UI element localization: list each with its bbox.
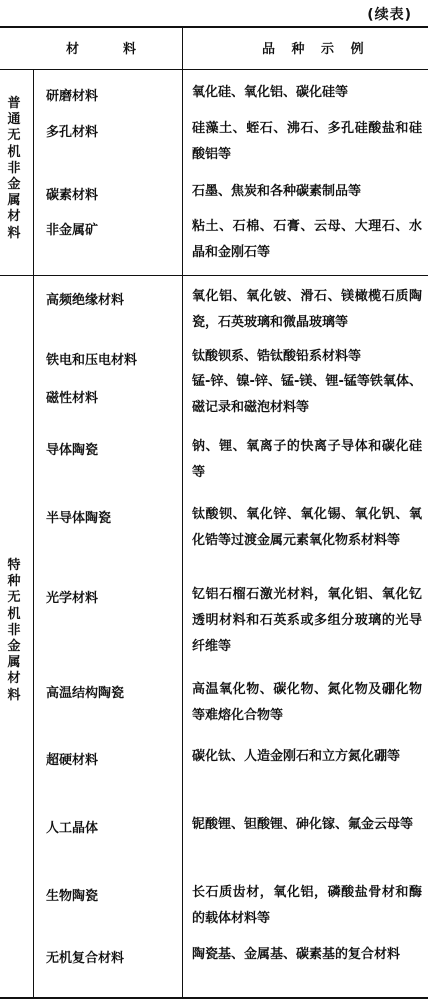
material-name: 导体陶瓷 bbox=[46, 443, 99, 458]
material-name: 多孔材料 bbox=[46, 125, 99, 140]
material-examples: 粘土、石棉、石膏、云母、大理石、水晶和金刚石等 bbox=[192, 219, 422, 260]
continued-label: (续表) bbox=[367, 7, 412, 23]
material-name: 非金属矿 bbox=[46, 223, 99, 238]
material-examples: 氧化硅、氧化铝、碳化硅等 bbox=[192, 85, 349, 100]
material-name: 人工晶体 bbox=[46, 821, 99, 836]
category-divider bbox=[0, 275, 428, 276]
material-examples: 钇铝石榴石激光材料，氧化铝、氧化钇透明材料和石英系或多组分玻璃的光导纤维等 bbox=[192, 587, 422, 654]
material-name: 铁电和压电材料 bbox=[46, 353, 138, 368]
material-examples: 长石质齿材，氧化铝，磷酸盐骨材和酶的载体材料等 bbox=[192, 885, 422, 926]
material-name: 高温结构陶瓷 bbox=[46, 686, 125, 701]
material-name: 研磨材料 bbox=[46, 89, 99, 104]
material-examples: 硅藻土、蛭石、沸石、多孔硅酸盐和硅酸铝等 bbox=[192, 121, 422, 162]
material-examples: 陶瓷基、金属基、碳素基的复合材料 bbox=[192, 947, 401, 962]
column-divider bbox=[182, 26, 183, 999]
header-rule bbox=[0, 69, 428, 70]
category-column-divider bbox=[33, 69, 34, 999]
material-examples: 钛酸钡、氧化锌、氧化锡、氧化钒、氧化锆等过渡金属元素氧化物系材料等 bbox=[192, 507, 422, 548]
header-examples: 品 种 示 例 bbox=[262, 42, 370, 57]
material-examples: 高温氧化物、碳化物、氮化物及硼化物等难熔化合物等 bbox=[192, 682, 422, 723]
material-examples: 钛酸钡系、锆钛酸铅系材料等 bbox=[192, 349, 362, 364]
material-name: 生物陶瓷 bbox=[46, 889, 99, 904]
category-ordinary: 普通无机非金属材料 bbox=[7, 96, 21, 241]
material-examples: 钠、锂、氧离子的快离子导体和碳化硅等 bbox=[192, 439, 422, 480]
category-special: 特种无机非金属材料 bbox=[7, 558, 21, 703]
material-examples: 铌酸锂、钽酸锂、砷化镓、氟金云母等 bbox=[192, 817, 414, 832]
material-name: 半导体陶瓷 bbox=[46, 511, 112, 526]
material-examples: 碳化钛、人造金刚石和立方氮化硼等 bbox=[192, 749, 401, 764]
material-name: 无机复合材料 bbox=[46, 951, 125, 966]
material-name: 碳素材料 bbox=[46, 188, 99, 203]
material-examples: 氧化铝、氧化铍、滑石、镁橄榄石质陶瓷，石英玻璃和微晶玻璃等 bbox=[192, 289, 422, 330]
material-examples: 锰-锌、镍-锌、锰-镁、锂-锰等铁氧体、磁记录和磁泡材料等 bbox=[192, 374, 422, 415]
table-bottom-rule bbox=[0, 997, 428, 999]
materials-table bbox=[0, 26, 428, 999]
material-name: 磁性材料 bbox=[46, 391, 99, 406]
material-name: 高频绝缘材料 bbox=[46, 293, 125, 308]
material-name: 光学材料 bbox=[46, 591, 99, 606]
material-name: 超硬材料 bbox=[46, 753, 99, 768]
header-material: 材 料 bbox=[66, 42, 143, 57]
material-examples: 石墨、焦炭和各种碳素制品等 bbox=[192, 184, 362, 199]
table-top-rule bbox=[0, 26, 428, 28]
